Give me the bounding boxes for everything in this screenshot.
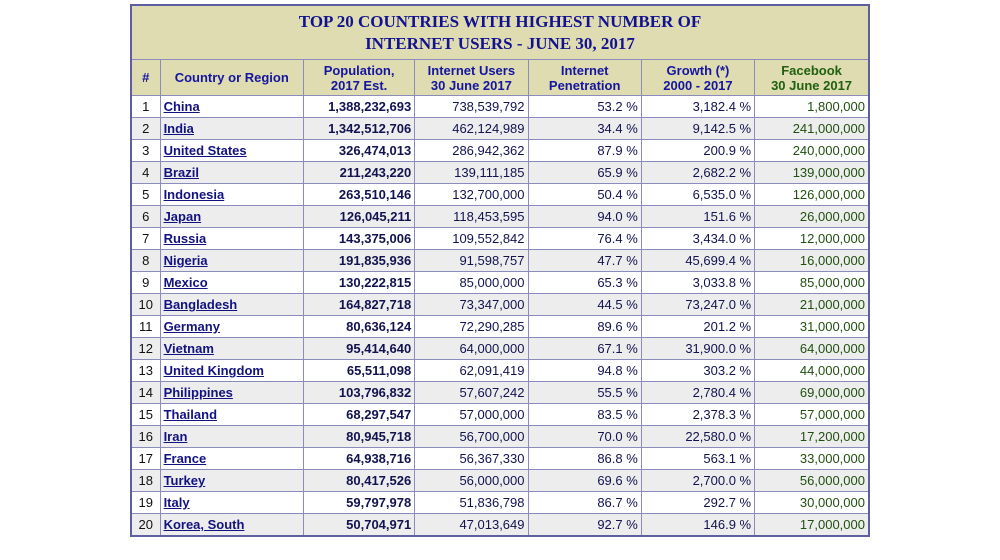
population-cell: 64,938,716: [303, 448, 414, 470]
title-line-1: TOP 20 COUNTRIES WITH HIGHEST NUMBER OF: [298, 11, 702, 31]
country-cell: [160, 118, 303, 140]
column-headers: [131, 60, 869, 96]
title-line-2: INTERNET USERS - JUNE 30, 2017: [365, 33, 635, 53]
growth-cell: 2,682.2 %: [641, 162, 754, 184]
facebook-cell: 44,000,000: [755, 360, 869, 382]
table-row: [131, 272, 869, 294]
rank-cell: 14: [131, 382, 160, 404]
internet-users-cell: 62,091,419: [415, 360, 528, 382]
internet-users-cell: 57,607,242: [415, 382, 528, 404]
growth-cell: 151.6 %: [641, 206, 754, 228]
penetration-cell: 55.5 %: [528, 382, 641, 404]
growth-cell: 2,780.4 %: [641, 382, 754, 404]
penetration-cell: 69.6 %: [528, 470, 641, 492]
internet-users-cell: 56,000,000: [415, 470, 528, 492]
penetration-cell: 65.3 %: [528, 272, 641, 294]
penetration-cell: 87.9 %: [528, 140, 641, 162]
growth-cell: 146.9 %: [641, 514, 754, 537]
population-cell: 1,388,232,693: [303, 96, 414, 118]
country-cell: [160, 470, 303, 492]
growth-cell: 9,142.5 %: [641, 118, 754, 140]
country-link[interactable]: Thailand: [163, 407, 218, 422]
penetration-cell: 65.9 %: [528, 162, 641, 184]
facebook-cell: 33,000,000: [755, 448, 869, 470]
penetration-cell: 76.4 %: [528, 228, 641, 250]
population-cell: 130,222,815: [303, 272, 414, 294]
penetration-cell: 50.4 %: [528, 184, 641, 206]
table-row: [131, 118, 869, 140]
facebook-cell: 126,000,000: [755, 184, 869, 206]
internet-users-cell: 72,290,285: [415, 316, 528, 338]
population-cell: 80,945,718: [303, 426, 414, 448]
facebook-cell: 16,000,000: [755, 250, 869, 272]
country-cell: [160, 294, 303, 316]
table-row: [131, 382, 869, 404]
table-row: [131, 184, 869, 206]
country-cell: [160, 316, 303, 338]
rank-cell: 10: [131, 294, 160, 316]
growth-cell: 3,434.0 %: [641, 228, 754, 250]
country-link[interactable]: Bangladesh: [163, 297, 238, 312]
country-link[interactable]: Korea, South: [163, 517, 245, 532]
rank-cell: 1: [131, 96, 160, 118]
penetration-cell: 53.2 %: [528, 96, 641, 118]
rank-cell: 5: [131, 184, 160, 206]
table-row: [131, 448, 869, 470]
facebook-cell: 1,800,000: [755, 96, 869, 118]
growth-cell: 292.7 %: [641, 492, 754, 514]
country-cell: [160, 184, 303, 206]
table-row: [131, 162, 869, 184]
table-row: [131, 96, 869, 118]
penetration-cell: 86.8 %: [528, 448, 641, 470]
table-row: [131, 140, 869, 162]
rank-cell: 7: [131, 228, 160, 250]
header-growth: Growth (*) 2000 - 2017: [641, 60, 754, 96]
facebook-cell: 21,000,000: [755, 294, 869, 316]
header-population: Population, 2017 Est.: [303, 60, 414, 96]
population-cell: 191,835,936: [303, 250, 414, 272]
facebook-cell: 31,000,000: [755, 316, 869, 338]
penetration-cell: 83.5 %: [528, 404, 641, 426]
rank-cell: 8: [131, 250, 160, 272]
internet-users-table-container: [130, 4, 870, 537]
table-title: [131, 5, 869, 60]
penetration-cell: 86.7 %: [528, 492, 641, 514]
growth-cell: 22,580.0 %: [641, 426, 754, 448]
facebook-cell: 241,000,000: [755, 118, 869, 140]
header-internet-users: Internet Users 30 June 2017: [415, 60, 528, 96]
facebook-cell: 17,000,000: [755, 514, 869, 537]
facebook-cell: 69,000,000: [755, 382, 869, 404]
table-row: [131, 426, 869, 448]
internet-users-cell: 738,539,792: [415, 96, 528, 118]
facebook-cell: 85,000,000: [755, 272, 869, 294]
internet-users-cell: 73,347,000: [415, 294, 528, 316]
country-cell: [160, 360, 303, 382]
country-link[interactable]: France: [163, 451, 207, 466]
facebook-cell: 17,200,000: [755, 426, 869, 448]
country-link[interactable]: Japan: [163, 209, 202, 224]
growth-cell: 6,535.0 %: [641, 184, 754, 206]
population-cell: 50,704,971: [303, 514, 414, 537]
table-row: [131, 492, 869, 514]
growth-cell: 303.2 %: [641, 360, 754, 382]
growth-cell: 3,182.4 %: [641, 96, 754, 118]
header-penetration: Internet Penetration: [528, 60, 641, 96]
rank-cell: 16: [131, 426, 160, 448]
country-cell: [160, 250, 303, 272]
rank-cell: 17: [131, 448, 160, 470]
country-link[interactable]: United States: [163, 143, 247, 158]
growth-cell: 201.2 %: [641, 316, 754, 338]
population-cell: 326,474,013: [303, 140, 414, 162]
population-cell: 164,827,718: [303, 294, 414, 316]
growth-cell: 31,900.0 %: [641, 338, 754, 360]
internet-users-cell: 56,700,000: [415, 426, 528, 448]
country-cell: [160, 514, 303, 537]
country-link[interactable]: Germany: [163, 319, 220, 334]
internet-users-cell: 51,836,798: [415, 492, 528, 514]
facebook-cell: 240,000,000: [755, 140, 869, 162]
population-cell: 211,243,220: [303, 162, 414, 184]
penetration-cell: 94.8 %: [528, 360, 641, 382]
header-rank: #: [131, 60, 160, 96]
penetration-cell: 67.1 %: [528, 338, 641, 360]
country-link[interactable]: Italy: [163, 495, 190, 510]
population-cell: 95,414,640: [303, 338, 414, 360]
internet-users-cell: 57,000,000: [415, 404, 528, 426]
country-link[interactable]: Indonesia: [163, 187, 225, 202]
table-row: [131, 316, 869, 338]
internet-users-cell: 139,111,185: [415, 162, 528, 184]
rank-cell: 6: [131, 206, 160, 228]
internet-users-cell: 118,453,595: [415, 206, 528, 228]
rank-cell: 15: [131, 404, 160, 426]
country-cell: [160, 228, 303, 250]
country-link[interactable]: Russia: [163, 231, 207, 246]
country-link[interactable]: Turkey: [163, 473, 206, 488]
facebook-cell: 56,000,000: [755, 470, 869, 492]
internet-users-table: [130, 4, 870, 537]
growth-cell: 2,378.3 %: [641, 404, 754, 426]
penetration-cell: 94.0 %: [528, 206, 641, 228]
internet-users-cell: 56,367,330: [415, 448, 528, 470]
population-cell: 80,417,526: [303, 470, 414, 492]
country-cell: [160, 426, 303, 448]
country-cell: [160, 492, 303, 514]
internet-users-cell: 132,700,000: [415, 184, 528, 206]
growth-cell: 200.9 %: [641, 140, 754, 162]
rank-cell: 3: [131, 140, 160, 162]
country-cell: [160, 206, 303, 228]
facebook-cell: 57,000,000: [755, 404, 869, 426]
rank-cell: 13: [131, 360, 160, 382]
country-cell: [160, 404, 303, 426]
rank-cell: 18: [131, 470, 160, 492]
rank-cell: 19: [131, 492, 160, 514]
facebook-cell: 30,000,000: [755, 492, 869, 514]
rank-cell: 9: [131, 272, 160, 294]
table-row: [131, 470, 869, 492]
rank-cell: 4: [131, 162, 160, 184]
population-cell: 59,797,978: [303, 492, 414, 514]
penetration-cell: 47.7 %: [528, 250, 641, 272]
population-cell: 80,636,124: [303, 316, 414, 338]
table-row: [131, 360, 869, 382]
penetration-cell: 44.5 %: [528, 294, 641, 316]
country-cell: [160, 96, 303, 118]
internet-users-cell: 109,552,842: [415, 228, 528, 250]
population-cell: 263,510,146: [303, 184, 414, 206]
table-row: [131, 206, 869, 228]
rank-cell: 2: [131, 118, 160, 140]
country-link[interactable]: United Kingdom: [163, 363, 264, 378]
country-link[interactable]: Nigeria: [163, 253, 208, 268]
table-row: [131, 404, 869, 426]
population-cell: 1,342,512,706: [303, 118, 414, 140]
growth-cell: 73,247.0 %: [641, 294, 754, 316]
growth-cell: 3,033.8 %: [641, 272, 754, 294]
penetration-cell: 34.4 %: [528, 118, 641, 140]
internet-users-cell: 85,000,000: [415, 272, 528, 294]
table-row: [131, 338, 869, 360]
header-country: Country or Region: [160, 60, 303, 96]
population-cell: 126,045,211: [303, 206, 414, 228]
population-cell: 103,796,832: [303, 382, 414, 404]
penetration-cell: 70.0 %: [528, 426, 641, 448]
rank-cell: 12: [131, 338, 160, 360]
facebook-cell: 26,000,000: [755, 206, 869, 228]
table-row: [131, 294, 869, 316]
internet-users-cell: 91,598,757: [415, 250, 528, 272]
penetration-cell: 89.6 %: [528, 316, 641, 338]
rank-cell: 11: [131, 316, 160, 338]
country-link[interactable]: Philippines: [163, 385, 233, 400]
country-link[interactable]: Mexico: [163, 275, 208, 290]
country-cell: [160, 272, 303, 294]
country-link[interactable]: China: [163, 99, 200, 114]
country-cell: [160, 140, 303, 162]
table-row: [131, 228, 869, 250]
country-link[interactable]: India: [163, 121, 194, 136]
facebook-cell: 64,000,000: [755, 338, 869, 360]
penetration-cell: 92.7 %: [528, 514, 641, 537]
internet-users-cell: 47,013,649: [415, 514, 528, 537]
population-cell: 65,511,098: [303, 360, 414, 382]
growth-cell: 45,699.4 %: [641, 250, 754, 272]
header-facebook: Facebook 30 June 2017: [755, 60, 869, 96]
country-link[interactable]: Iran: [163, 429, 188, 444]
country-cell: [160, 448, 303, 470]
rank-cell: 20: [131, 514, 160, 537]
table-row: [131, 250, 869, 272]
internet-users-cell: 286,942,362: [415, 140, 528, 162]
internet-users-cell: 462,124,989: [415, 118, 528, 140]
growth-cell: 2,700.0 %: [641, 470, 754, 492]
growth-cell: 563.1 %: [641, 448, 754, 470]
population-cell: 143,375,006: [303, 228, 414, 250]
country-link[interactable]: Brazil: [163, 165, 199, 180]
country-cell: [160, 382, 303, 404]
facebook-cell: 12,000,000: [755, 228, 869, 250]
country-cell: [160, 162, 303, 184]
table-row: [131, 514, 869, 537]
internet-users-cell: 64,000,000: [415, 338, 528, 360]
facebook-cell: 139,000,000: [755, 162, 869, 184]
country-link[interactable]: Vietnam: [163, 341, 214, 356]
country-cell: [160, 338, 303, 360]
population-cell: 68,297,547: [303, 404, 414, 426]
